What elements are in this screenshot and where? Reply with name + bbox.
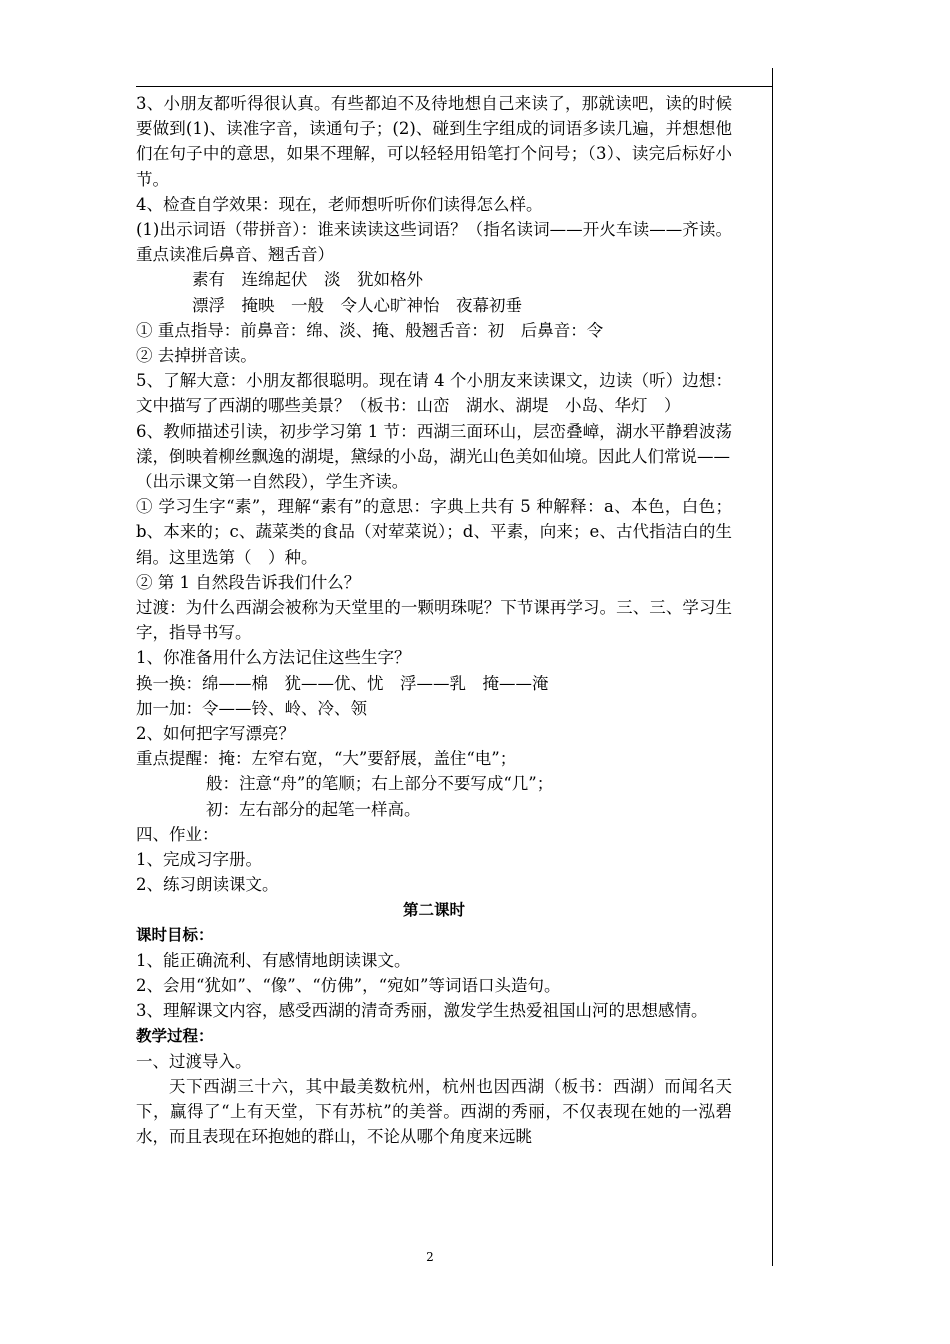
paragraph: (1)出示词语（带拼音）：谁来读读这些词语？（指名读词——开火车读——齐读。重点读准后鼻音、翘舌音） — [136, 220, 732, 265]
word-list-line: 漂浮 掩映 一般 令人心旷神怡 夜幕初垂 — [192, 295, 522, 315]
paragraph: 过渡：为什么西湖会被称为天堂里的一颗明珠呢？下节课再学习。三、三、学习生字，指导书写。 — [136, 598, 732, 643]
paragraph: 一、过渡导入。 — [136, 1051, 252, 1071]
paragraph: 1、你准备用什么方法记住这些生字？ — [136, 648, 411, 668]
paragraph: 加一加：令——铃、岭、冷、领 — [136, 698, 367, 718]
paragraph: （出示课文第一自然段），学生齐读。 — [136, 472, 409, 492]
paragraph: 2、练习朗读课文。 — [136, 875, 279, 895]
paragraph: 4、检查自学效果：现在，老师想听听你们读得怎么样。 — [136, 194, 543, 214]
paragraph: 初：左右部分的起笔一样高。 — [206, 799, 421, 819]
section-title: 第二课时 — [402, 900, 465, 919]
paragraph: 3、小朋友都听得很认真。有些都迫不及待地想自己来读了，那就读吧，读的时候要做到(1)、读准字音，读通句子；(2)、碰到生字组成的词语多读几遍，并想想他们在句子中的意思，如果不理解，可以轻轻用铅笔打个问号；（3）、读完后标好小节。 — [136, 94, 732, 189]
paragraph: 天下西湖三十六，其中最美数杭州，杭州也因西湖（板书：西湖）而闻名天下，赢得了“上有天堂，下有苏杭”的美誉。西湖的秀丽，不仅表现在她的一泓碧水，而且表现在环抱她的群山，不论从哪个角度来远眺 — [136, 1076, 732, 1147]
paragraph: ② 第 1 自然段告诉我们什么？ — [136, 572, 361, 592]
paragraph: 2、会用“犹如”、“像”、“仿佛”，“宛如”等词语口头造句。 — [136, 976, 561, 996]
section-heading: 课时目标： — [136, 925, 214, 944]
paragraph: 般：注意“舟”的笔顺；右上部分不要写成“几”； — [206, 774, 554, 794]
paragraph: 3、理解课文内容，感受西湖的清奇秀丽，激发学生热爱祖国山河的思想感情。 — [136, 1001, 708, 1021]
paragraph: 2、如何把字写漂亮？ — [136, 724, 295, 744]
paragraph: 6、教师描述引读，初步学习第 1 节：西湖三面环山，层峦叠嶂，湖水平静碧波荡漾，倒映着柳丝飘逸的湖堤，黛绿的小岛，湖光山色美如仙境。因此人们常说—— — [136, 421, 732, 466]
paragraph: 5、了解大意：小朋友都很聪明。现在请 4 个小朋友来读课文，边读（听）边想：文中描写了西湖的哪些美景？（板书：山峦 湖水、湖堤 小岛、华灯 ） — [136, 371, 732, 416]
page-number: 2 — [426, 1250, 434, 1264]
paragraph: ① 学习生字“素”，理解“素有”的意思：字典上共有 5 种解释：a、本色，白色；b、本来的；c、蔬菜类的食品（对荤菜说）；d、平素，向来；e、古代指洁白的生绢。这里选第（ ）种。 — [136, 497, 732, 567]
paragraph: 换一换：绵——棉 犹——优、忧 浮——乳 掩——淹 — [136, 673, 549, 693]
paragraph: 1、能正确流利、有感情地朗读课文。 — [136, 950, 411, 970]
document-body — [136, 91, 732, 1150]
header-rule — [136, 86, 772, 87]
word-list-line: 素有 连绵起伏 淡 犹如格外 — [192, 270, 423, 290]
section-heading: 教学过程： — [136, 1026, 214, 1045]
paragraph: 四、作业： — [136, 824, 219, 844]
margin-rule — [772, 68, 773, 1266]
paragraph: ① 重点指导：前鼻音：绵、淡、掩、般翘舌音：初 后鼻音：令 — [136, 320, 604, 340]
paragraph: 1、完成习字册。 — [136, 850, 262, 870]
paragraph: ② 去掉拼音读。 — [136, 346, 257, 366]
paragraph: 重点提醒：掩：左窄右宽，“大”要舒展，盖住“电”； — [136, 749, 517, 769]
